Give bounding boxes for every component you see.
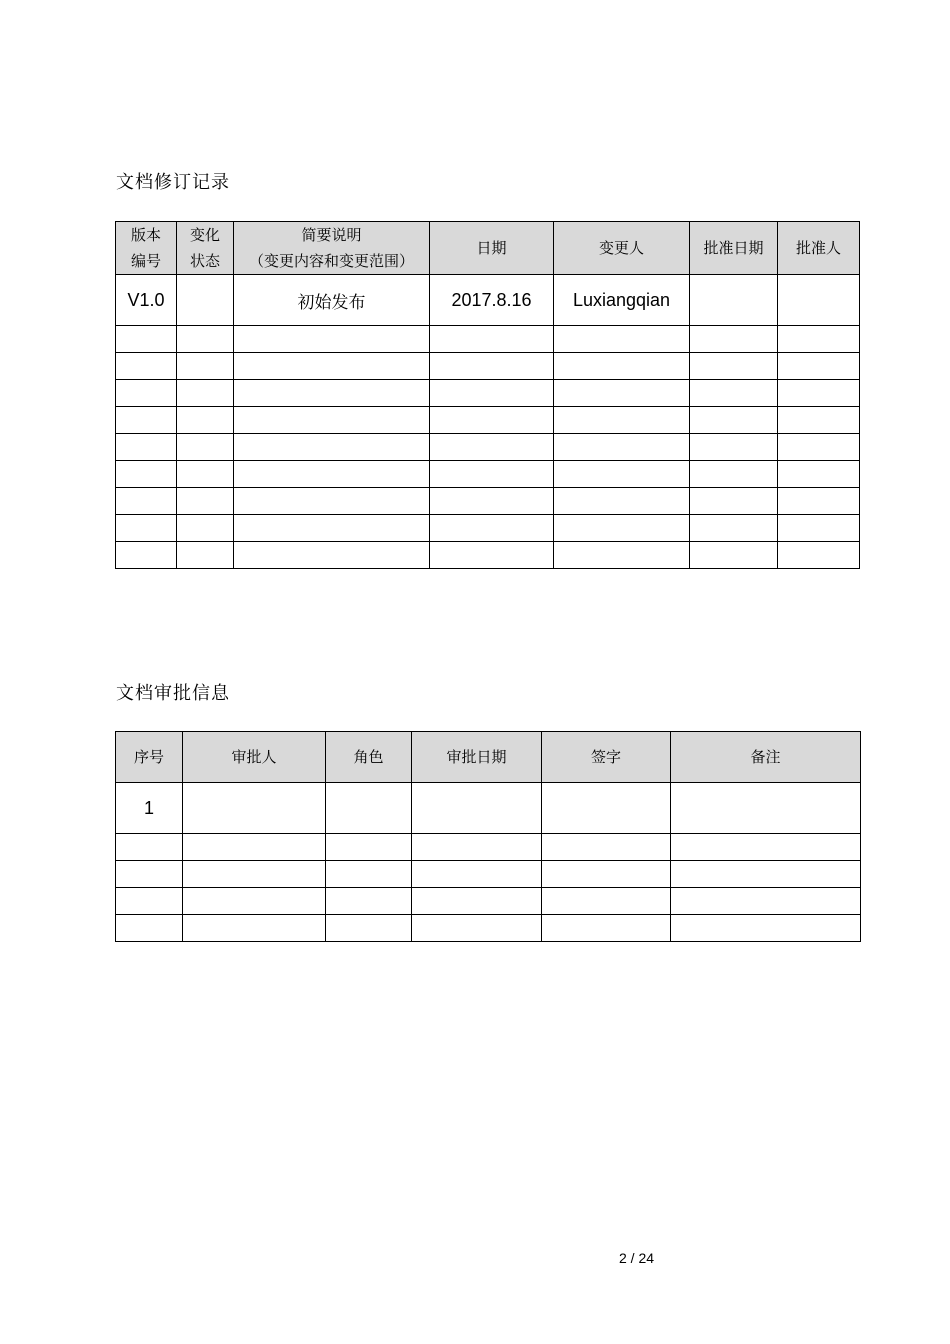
table-row	[116, 783, 861, 834]
header-approver: 审批人	[183, 732, 326, 783]
cell-summary: 初始发布	[234, 275, 430, 326]
header-role: 角色	[326, 732, 412, 783]
header-date: 日期	[430, 222, 554, 275]
revision-section-title: 文档修订记录	[116, 172, 230, 193]
revision-table	[115, 221, 860, 569]
table-row	[116, 915, 861, 942]
cell-change-status	[177, 275, 234, 326]
header-changer: 变更人	[554, 222, 690, 275]
table-row	[116, 434, 860, 461]
header-remark: 备注	[671, 732, 861, 783]
table-row	[116, 488, 860, 515]
revision-header-row	[116, 222, 860, 275]
cell-changer: Luxiangqian	[554, 275, 690, 326]
approval-header-row	[116, 732, 861, 783]
cell-approve-date	[690, 275, 778, 326]
cell-approver	[183, 783, 326, 834]
cell-signature	[542, 783, 671, 834]
table-row	[116, 461, 860, 488]
table-row	[116, 888, 861, 915]
table-row	[116, 515, 860, 542]
table-row	[116, 353, 860, 380]
header-version: 版本 编号	[116, 222, 177, 275]
approval-table	[115, 731, 861, 942]
cell-approver	[778, 275, 860, 326]
cell-date: 2017.8.16	[430, 275, 554, 326]
cell-remark	[671, 783, 861, 834]
table-row	[116, 542, 860, 569]
header-change-status: 变化 状态	[177, 222, 234, 275]
header-seq: 序号	[116, 732, 183, 783]
table-row	[116, 380, 860, 407]
header-approver: 批准人	[778, 222, 860, 275]
cell-version: V1.0	[116, 275, 177, 326]
cell-role	[326, 783, 412, 834]
header-signature: 签字	[542, 732, 671, 783]
table-row	[116, 326, 860, 353]
header-summary: 简要说明 （变更内容和变更范围）	[234, 222, 430, 275]
page-number: 2 / 24	[619, 1250, 655, 1266]
table-row	[116, 861, 861, 888]
cell-approve-date	[412, 783, 542, 834]
table-row	[116, 834, 861, 861]
header-approve-date: 批准日期	[690, 222, 778, 275]
table-row	[116, 407, 860, 434]
table-row	[116, 275, 860, 326]
header-approve-date: 审批日期	[412, 732, 542, 783]
cell-seq: 1	[116, 783, 183, 834]
approval-section-title: 文档审批信息	[116, 683, 230, 704]
